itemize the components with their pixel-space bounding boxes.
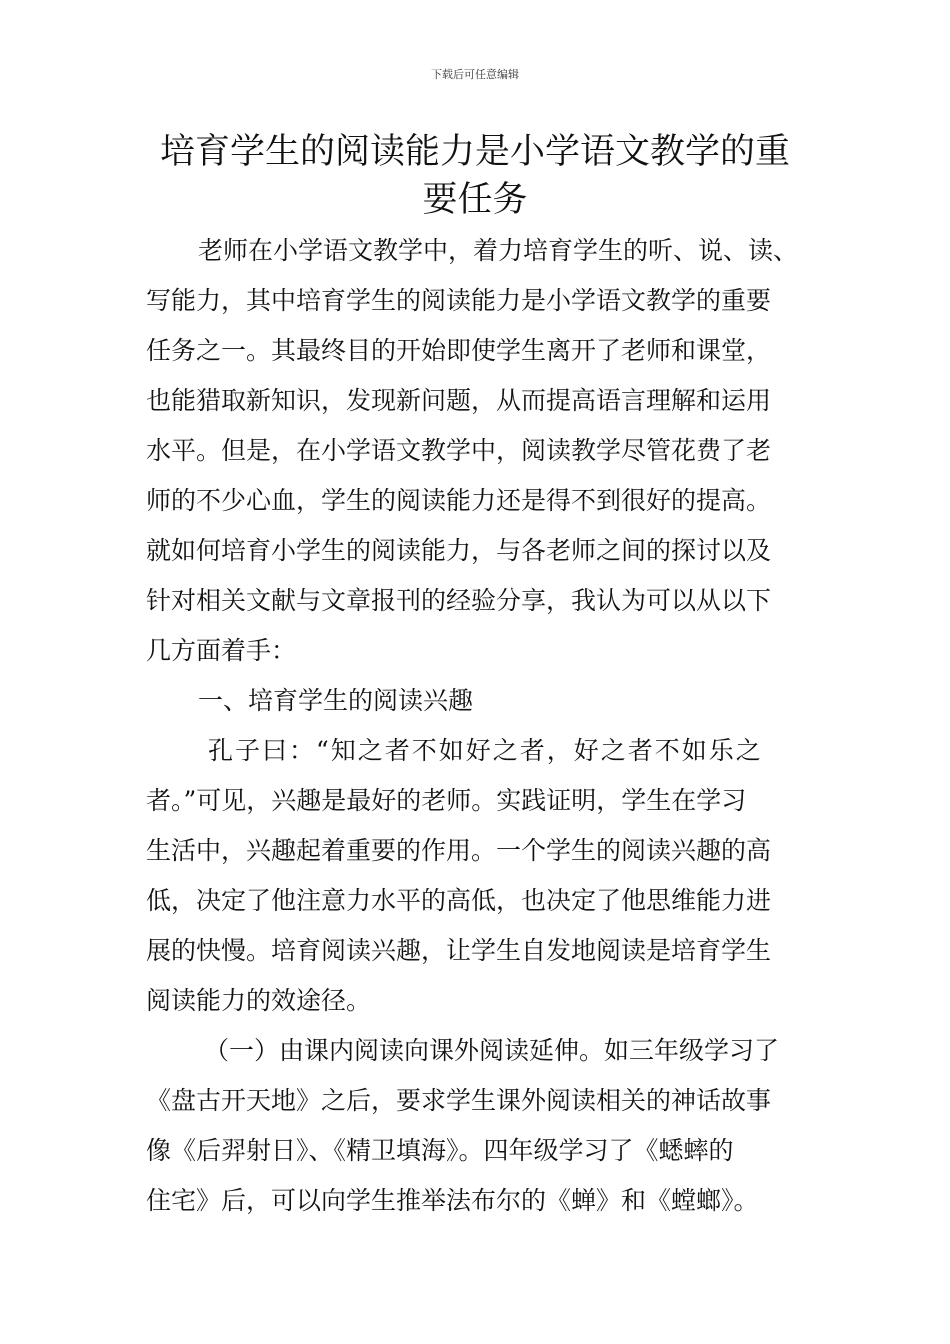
text-line: 水平。但是，在小学语文教学中，阅读教学尽管花费了老 (146, 436, 772, 465)
paragraph-extension (146, 1026, 826, 1226)
header-note: 下载后可任意编辑 (431, 68, 519, 81)
text-line: 像《后羿射日》、《精卫填海》。四年级学习了《蟋蟀的 (146, 1136, 734, 1165)
text-line: 低，决定了他注意力水平的高低，也决定了他思维能力进 (146, 886, 772, 915)
text-line: 师的不少心血，学生的阅读能力还是得不到很好的提高。 (146, 486, 772, 515)
text-line: 展的快慢。培育阅读兴趣，让学生自发地阅读是培育学生 (146, 936, 772, 965)
section-heading (146, 676, 826, 726)
paragraph-interest (146, 726, 826, 1026)
title-line: 培育学生的阅读能力是小学语文教学的重 (159, 132, 790, 172)
text-line: 也能猎取新知识，发现新问题，从而提高语言理解和运用 (146, 386, 772, 415)
text-line: 几方面着手： (146, 636, 297, 665)
text-line: （一）由课内阅读向课外阅读延伸。如三年级学习了 (204, 1036, 780, 1065)
text-line: 任务之一。其最终目的开始即使学生离开了老师和课堂， (146, 336, 772, 365)
paragraph-intro (146, 226, 826, 676)
text-line: 写能力，其中培育学生的阅读能力是小学语文教学的重要 (146, 286, 772, 315)
text-line: 阅读能力的效途径。 (146, 986, 372, 1015)
text-line: 老师在小学语文教学中，着力培育学生的听、说、读、 (198, 236, 799, 265)
text-line: 生活中，兴趣起着重要的作用。一个学生的阅读兴趣的高 (146, 836, 772, 865)
text-line: 就如何培育小学生的阅读能力，与各老师之间的探讨以及 (146, 536, 772, 565)
text-line: 《盘古开天地》之后，要求学生课外阅读相关的神话故事 (146, 1086, 772, 1115)
text-line: 针对相关文献与文章报刊的经验分享，我认为可以从以下 (146, 586, 772, 615)
text-line: 者。”可见，兴趣是最好的老师。实践证明，学生在学习 (146, 786, 747, 815)
title-line: 要任务 (422, 180, 528, 220)
document-title (140, 128, 810, 224)
text-line: 孔子曰：“知之者不如好之者，好之者不如乐之 (208, 736, 763, 765)
text-line: 住宅》后，可以向学生推举法布尔的《蝉》和《螳螂》。 (146, 1186, 759, 1215)
text-line: 一、培育学生的阅读兴趣 (198, 686, 474, 715)
document-body (146, 226, 826, 1226)
